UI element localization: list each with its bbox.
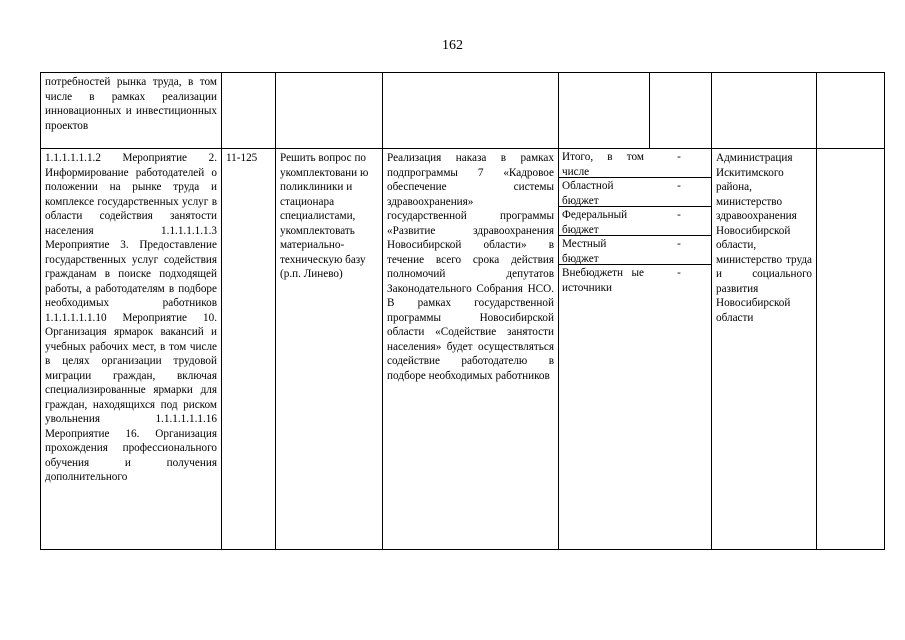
funding-source-label: Внебюджетн ые источники [562,267,644,294]
table-row [41,149,885,550]
empty-cell [222,73,276,149]
empty-cell [817,73,885,149]
funding-value: - [677,180,681,192]
funding-source-label: Федеральный бюджет [562,209,628,236]
mandate-text-cell: Решить вопрос по укомплектовани ю поликлиники и стационара специалистами, укомплектовать материально-техническую базу (р.п. Линево) [276,149,383,550]
empty-cell [650,73,712,149]
empty-cell [383,73,559,149]
funding-row [559,265,711,294]
program-table [40,72,885,550]
funding-row [559,149,711,178]
funding-source-label: Итого, в том числе [562,151,644,178]
empty-cell [712,73,817,149]
responsible-cell: Администрация Искитимского района, министерство здравоохранения Новосибирской области, министерство труда и социального развития Новосибирской области [712,149,817,550]
table-row [41,73,885,149]
empty-cell [817,149,885,550]
funding-value: - [677,209,681,221]
funding-source-label: Местный бюджет [562,238,607,265]
order-number-cell: 11-125 [222,149,276,550]
empty-cell [559,73,650,149]
funding-value: - [677,267,681,279]
funding-source-label: Областной бюджет [562,180,614,207]
funding-row [559,178,711,207]
funding-value: - [677,151,681,163]
page-number: 162 [442,38,463,53]
funding-row [559,236,711,265]
empty-cell [276,73,383,149]
implementation-cell: Реализация наказа в рамках подпрограммы 7 «Кадровое обеспечение системы здравоохранения» государственной программы «Развитие здравоохранения Новосибирской области» в течение всего срока действия полномочий депутатов Законодательного Собрания НСО. В рамках государственной программы Новосибирской области «Содействие занятости населения» будет осуществляться содействие работодателю в подборе необходимых работников [383,149,559,550]
measure-cell: потребностей рынка труда, в том числе в рамках реализации инновационных и инвестиционных проектов [41,73,222,149]
funding-cell [559,149,712,550]
funding-row [559,207,711,236]
funding-value: - [677,238,681,250]
measures-cell: 1.1.1.1.1.1.2 Мероприятие 2. Информирование работодателей о положении на рынке труда и комплексе государственных услуг в области содействия занятости населения 1.1.1.1.1.1.3 Мероприятие 3. Предоставление государственных услуг содействия гражданам в поиске подходящей работы, а работодателям в подборе необходимых работников 1.1.1.1.1.1.10 Мероприятие 10. Организация ярмарок вакансий и учебных рабочих мест, в том числе в целях организации трудовой миграции граждан, включая специализированные ярмарки для граждан, находящихся под риском увольнения 1.1.1.1.1.1.16 Мероприятие 16. Организация прохождения профессионального обучения и получения дополнительного [41,149,222,550]
